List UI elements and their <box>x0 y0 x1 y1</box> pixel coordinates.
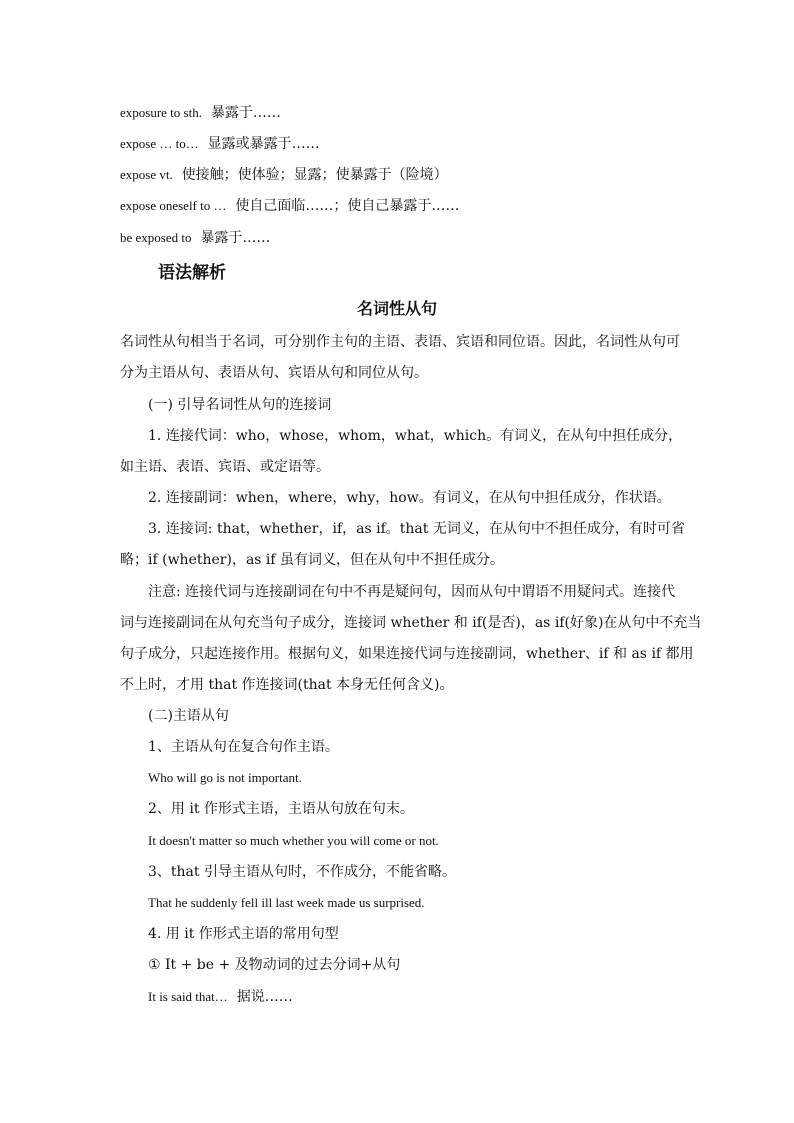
note-line: 注意: 连接代词与连接副词在句中不再是疑问句，因而从句中谓语不用疑问式。连接代 <box>148 584 676 600</box>
intro-line: 名词性从句相当于名词，可分别作主句的主语、表语、宾语和同位语。因此，名词性从句可 <box>120 334 680 350</box>
note-line: 句子成分，只起连接作用。根据句义，如果连接代词与连接副词，whether、if 和 as if 都用 <box>120 646 694 662</box>
rule-line: 2、用 it 作形式主语，主语从句放在句末。 <box>148 801 414 817</box>
item1-line: 如主语、表语、宾语、或定语等。 <box>120 459 330 475</box>
page-title: 名词性从句 <box>356 299 437 318</box>
section-heading: 语法解析 <box>158 263 226 283</box>
rule-line: 4. 用 it 作形式主语的常用句型 <box>148 926 339 942</box>
vocab-line: expose vt. 使接触；使体验；显露；使暴露于（险境） <box>120 167 448 183</box>
rule-line: 3、that 引导主语从句时，不作成分，不能省略。 <box>148 864 456 880</box>
part2-heading: (二)主语从句 <box>148 708 229 724</box>
item2-line: 2. 连接副词：when，where，why，how。有词义，在从句中担任成分，作状语。 <box>148 490 671 506</box>
note-line: 词与连接副词在从句充当句子成分，连接词 whether 和 if(是否)，as if(好象)在从句中不充当 <box>120 615 702 631</box>
rule-line: 1、主语从句在复合句作主语。 <box>148 739 339 755</box>
item3-line: 3. 连接词: that，whether，if，as if。that 无词义，在从句中不担任成分，有时可省 <box>148 521 685 537</box>
example-line: Who will go is not important. <box>148 770 302 785</box>
note-line: 不上时，才用 that 作连接词(that 本身无任何含义)。 <box>120 677 454 693</box>
item1-line: 1. 连接代词：who，whose，whom，what，which。有词义，在从句中担任成分， <box>148 428 683 444</box>
example-line: It doesn't matter so much whether you will come or not. <box>148 833 439 848</box>
pattern-line: ① It + be + 及物动词的过去分词+从句 <box>148 957 401 973</box>
part1-heading: (一) 引导名词性从句的连接词 <box>148 397 332 413</box>
intro-line: 分为主语从句、表语从句、宾语从句和同位从句。 <box>120 365 428 381</box>
example-line: It is said that… 据说…… <box>148 989 293 1005</box>
vocab-line: expose … to… 显露或暴露于…… <box>120 136 320 152</box>
vocab-line: be exposed to 暴露于…… <box>120 230 271 246</box>
vocab-line: expose oneself to … 使自己面临……；使自己暴露于…… <box>120 198 460 214</box>
item3-line: 略；if (whether)，as if 虽有词义，但在从句中不担任成分。 <box>120 552 505 568</box>
example-line: That he suddenly fell ill last week made us surprised. <box>148 895 425 910</box>
vocab-line: exposure to sth. 暴露于…… <box>120 105 281 121</box>
